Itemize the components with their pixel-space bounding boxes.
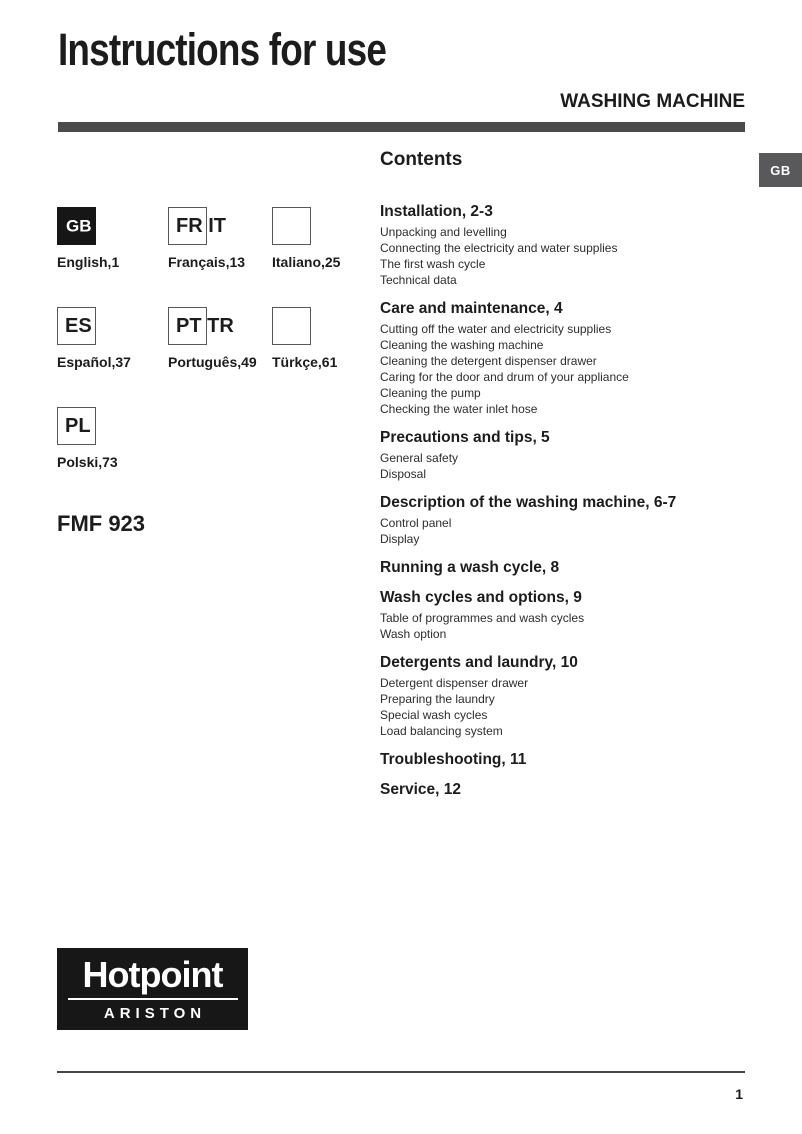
contents-section-wash-cycles-options <box>380 588 750 642</box>
contents-item: Cleaning the detergent dispenser drawer <box>380 354 597 368</box>
language-code-box-gb <box>57 207 96 245</box>
contents-item: Cleaning the pump <box>380 386 481 400</box>
language-label-francais: Français,13 <box>168 254 246 270</box>
language-code-box-pt-tr <box>168 307 234 345</box>
language-code-es: ES <box>65 315 92 337</box>
contents-section-title: Description of the washing machine, 6-7 <box>380 494 677 511</box>
language-code-box-es <box>57 307 96 345</box>
contents-section-title: Care and maintenance, 4 <box>380 300 563 317</box>
language-cell-english <box>57 207 167 270</box>
language-cell-turkce <box>272 307 382 370</box>
contents-section-title: Running a wash cycle, 8 <box>380 559 560 576</box>
contents-item: Checking the water inlet hose <box>380 402 538 416</box>
contents-section-title: Detergents and laundry, 10 <box>380 654 578 671</box>
language-code-box-fr-it <box>168 207 226 245</box>
contents-section-title: Service, 12 <box>380 781 462 798</box>
contents-item: Load balancing system <box>380 724 503 738</box>
contents-item: Preparing the laundry <box>380 692 495 706</box>
language-label-turkce: Türkçe,61 <box>272 354 338 370</box>
contents-section-running-wash-cycle <box>380 558 750 577</box>
appliance-type-label: WASHING MACHINE <box>560 91 745 112</box>
contents-item: Caring for the door and drum of your appliance <box>380 370 629 384</box>
contents-section-detergents-laundry <box>380 653 750 739</box>
contents-item: Technical data <box>380 273 457 287</box>
contents-section-title: Troubleshooting, 11 <box>380 751 527 768</box>
model-number: FMF 923 <box>57 511 146 536</box>
logo-divider-line <box>68 998 238 1000</box>
language-label-english: English,1 <box>57 254 120 270</box>
contents-section-precautions <box>380 428 750 482</box>
hotpoint-ariston-logo <box>57 948 248 1030</box>
contents-section-description <box>380 493 750 547</box>
contents-item: Cleaning the washing machine <box>380 338 544 352</box>
contents-item: Detergent dispenser drawer <box>380 676 529 690</box>
contents-section-installation <box>380 202 750 288</box>
contents-item: Control panel <box>380 516 452 530</box>
contents-section-title: Installation, 2-3 <box>380 203 493 220</box>
contents-item: Disposal <box>380 467 427 481</box>
language-code-pl: PL <box>65 415 91 437</box>
language-label-portugues: Português,49 <box>168 354 257 370</box>
logo-brand-text: Hotpoint <box>82 954 223 995</box>
contents-item: General safety <box>380 451 459 465</box>
logo-subbrand-text: ARISTON <box>103 1005 207 1022</box>
language-label-italiano: Italiano,25 <box>272 254 341 270</box>
contents-heading: Contents <box>380 149 463 170</box>
contents-section-service <box>380 780 750 799</box>
contents <box>380 149 750 810</box>
contents-item: Cutting off the water and electricity supplies <box>380 322 612 336</box>
contents-item: Connecting the electricity and water supplies <box>380 241 618 255</box>
language-cell-polski <box>57 407 167 470</box>
contents-section-care-maintenance <box>380 299 750 417</box>
header-divider-bar <box>58 122 745 132</box>
language-code-box-pl <box>57 407 96 445</box>
contents-section-title: Precautions and tips, 5 <box>380 429 550 446</box>
contents-section-title: Wash cycles and options, 9 <box>380 589 582 606</box>
contents-item: Display <box>380 532 420 546</box>
language-code-fr-it: FR IT <box>176 215 226 237</box>
language-cell-espanol <box>57 307 167 370</box>
contents-item: The first wash cycle <box>380 257 486 271</box>
footer-divider-bar <box>57 1071 745 1073</box>
language-cell-francais <box>168 207 278 270</box>
language-code-pt-tr: PT TR <box>176 315 234 337</box>
contents-item: Special wash cycles <box>380 708 488 722</box>
contents-item: Unpacking and levelling <box>380 225 507 239</box>
language-cell-portugues <box>168 307 278 370</box>
language-label-espanol: Español,37 <box>57 354 131 370</box>
language-code-box-turkce <box>272 307 311 345</box>
language-code-gb: GB <box>66 216 92 236</box>
language-cell-italiano <box>272 207 382 270</box>
page-number: 1 <box>735 1086 743 1102</box>
contents-item: Wash option <box>380 627 447 641</box>
contents-item: Table of programmes and wash cycles <box>380 611 585 625</box>
page-language-tab: GB <box>759 153 802 187</box>
contents-section-troubleshooting <box>380 750 750 769</box>
page-title: Instructions for use <box>58 24 387 75</box>
language-code-box-italiano <box>272 207 311 245</box>
language-label-polski: Polski,73 <box>57 454 118 470</box>
